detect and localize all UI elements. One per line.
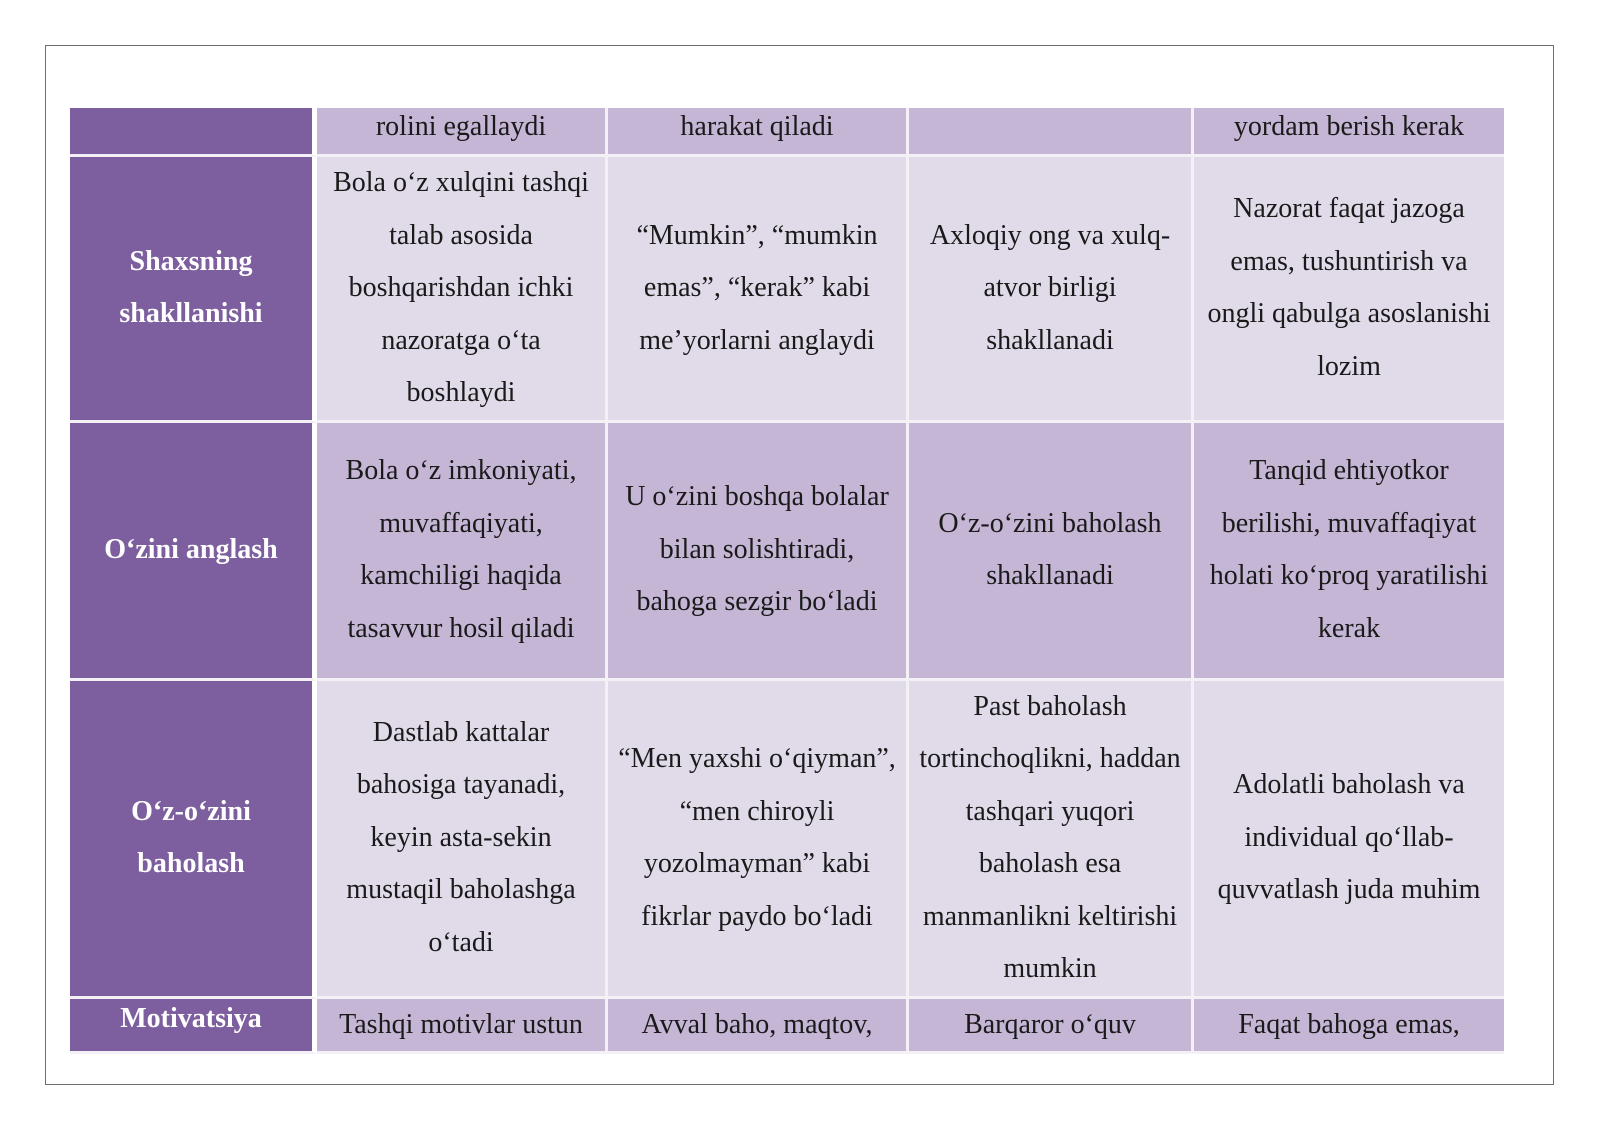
row-label xyxy=(70,108,317,157)
table-cell: Bola o‘z imkoniyati, muvaffaqiyati, kamchiligi haqida tasavvur hosil qiladi xyxy=(317,423,605,681)
table-cell: Barqaror o‘quv xyxy=(906,999,1191,1054)
table-cell: Tanqid ehtiyotkor berilishi, muvaffaqiyat holati ko‘proq yaratilishi kerak xyxy=(1191,423,1504,681)
table-cell: Nazorat faqat jazoga emas, tushuntirish va ongli qabulga asoslanishi lozim xyxy=(1191,157,1504,423)
table-cell: “Mumkin”, “mumkin emas”, “kerak” kabi me’yorlarni anglaydi xyxy=(605,157,906,423)
table-row xyxy=(70,681,1504,999)
table-cell: yordam berish kerak xyxy=(1191,108,1504,157)
content-table xyxy=(70,108,1504,1054)
table-cell: Dastlab kattalar bahosiga tayanadi, keyin asta-sekin mustaqil baholashga o‘tadi xyxy=(317,681,605,999)
table-cell: “Men yaxshi o‘qiyman”, “men chiroyli yozolmayman” kabi fikrlar paydo bo‘ladi xyxy=(605,681,906,999)
table-cell: U o‘zini boshqa bolalar bilan solishtiradi, bahoga sezgir bo‘ladi xyxy=(605,423,906,681)
table-cell: rolini egallaydi xyxy=(317,108,605,157)
row-label: O‘z-o‘zini baholash xyxy=(70,681,317,999)
table-row xyxy=(70,999,1504,1054)
table-cell: Adolatli baholash va individual qo‘llab-quvvatlash juda muhim xyxy=(1191,681,1504,999)
table-row xyxy=(70,108,1504,157)
row-label: Shaxsning shakllanishi xyxy=(70,157,317,423)
table-row xyxy=(70,157,1504,423)
row-label: O‘zini anglash xyxy=(70,423,317,681)
table-cell xyxy=(906,108,1191,157)
table-cell: Past baholash tortinchoqlikni, haddan tashqari yuqori baholash esa manmanlikni keltirishi mumkin xyxy=(906,681,1191,999)
row-label: Motivatsiya xyxy=(70,999,317,1054)
table-cell: harakat qiladi xyxy=(605,108,906,157)
table-cell: Axloqiy ong va xulq-atvor birligi shakllanadi xyxy=(906,157,1191,423)
table-cell: Avval baho, maqtov, xyxy=(605,999,906,1054)
table-cell: Faqat bahoga emas, xyxy=(1191,999,1504,1054)
table-cell: O‘z-o‘zini baholash shakllanadi xyxy=(906,423,1191,681)
table-cell: Bola o‘z xulqini tashqi talab asosida boshqarishdan ichki nazoratga o‘ta boshlaydi xyxy=(317,157,605,423)
table-cell: Tashqi motivlar ustun xyxy=(317,999,605,1054)
table-row xyxy=(70,423,1504,681)
